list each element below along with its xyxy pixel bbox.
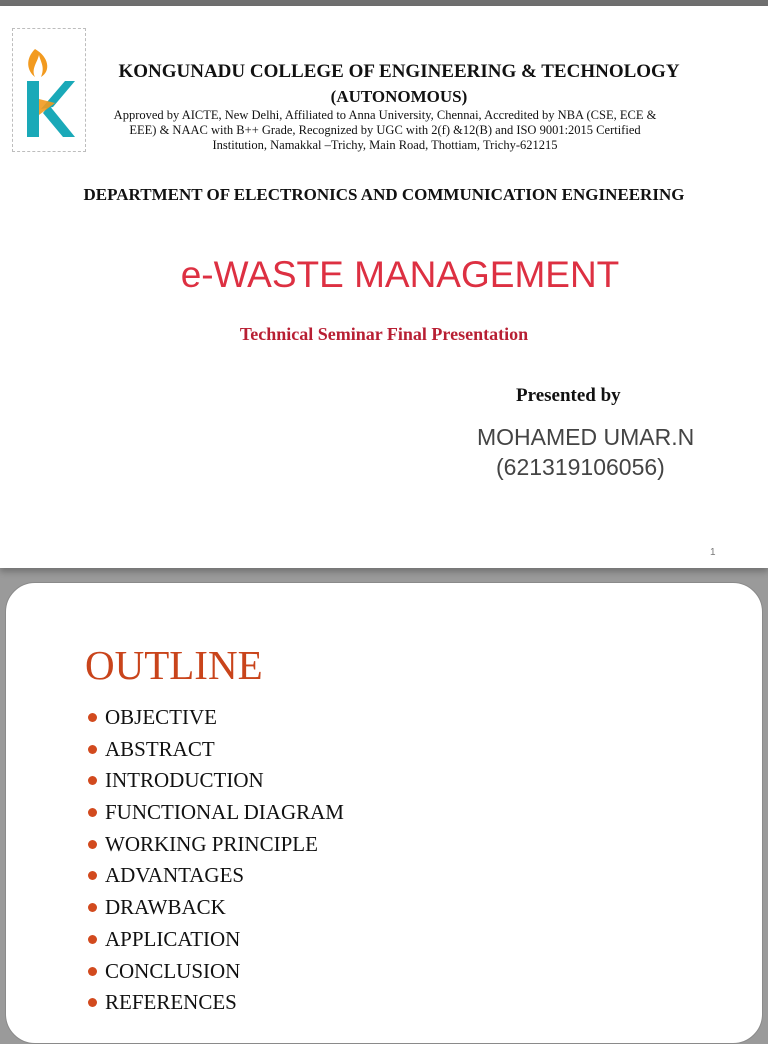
outline-item: APPLICATION [88,924,344,956]
outline-item: OBJECTIVE [88,702,344,734]
bullet-icon [88,840,97,849]
outline-item: WORKING PRINCIPLE [88,829,344,861]
outline-item: DRAWBACK [88,892,344,924]
approvals-line-1: Approved by AICTE, New Delhi, Affiliated to Anna University, Chennai, Accredited by NBA (CSE, ECE & [113,108,657,122]
college-logo [12,28,86,152]
bullet-icon [88,808,97,817]
bullet-icon [88,998,97,1007]
autonomous-label: (AUTONOMOUS) [330,87,468,106]
outline-item: ABSTRACT [88,734,344,766]
flame-k-logo-icon [21,41,77,141]
approvals-text [96,108,674,153]
bullet-icon [88,967,97,976]
bullet-icon [88,871,97,880]
outline-list [88,702,344,1019]
outline-item: ADVANTAGES [88,860,344,892]
presenter-name: MOHAMED UMAR.N [477,424,695,450]
presentation-title: e-WASTE MANAGEMENT [180,254,620,295]
slide-title [0,6,768,568]
presented-by-label: Presented by [516,385,621,406]
outline-item: REFERENCES [88,987,344,1019]
presenter-id: (621319106056) [496,454,665,480]
approvals-line-3: Institution, Namakkal –Trichy, Main Road, Thottiam, Trichy-621215 [212,138,558,152]
bullet-icon [88,745,97,754]
bullet-icon [88,903,97,912]
presentation-subtitle: Technical Seminar Final Presentation [239,324,529,344]
approvals-line-2: EEE) & NAAC with B++ Grade, Recognized by UGC with 2(f) &12(B) and ISO 9001:2015 Certified [129,123,641,137]
outline-item: INTRODUCTION [88,765,344,797]
slide-page-number: 1 [710,547,716,558]
outline-item: CONCLUSION [88,956,344,988]
department-heading: DEPARTMENT OF ELECTRONICS AND COMMUNICATION ENGINEERING [83,185,685,204]
slide-outline [5,582,763,1044]
bullet-icon [88,776,97,785]
outline-title: OUTLINE [85,642,263,688]
college-name: KONGUNADU COLLEGE OF ENGINEERING & TECHNOLOGY [118,61,680,82]
bullet-icon [88,713,97,722]
bullet-icon [88,935,97,944]
outline-item: FUNCTIONAL DIAGRAM [88,797,344,829]
